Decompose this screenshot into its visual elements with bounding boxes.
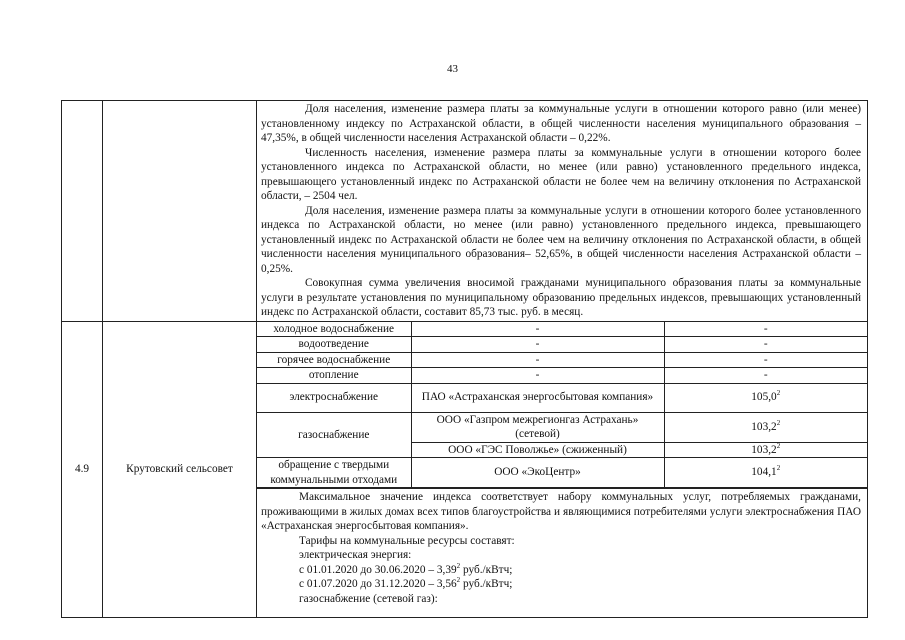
- service-index: 103,2$^2$: [664, 442, 867, 458]
- population-info-cell: [257, 101, 868, 322]
- service-provider: -: [411, 368, 664, 384]
- service-provider: ООО «ГЭС Поволжье» (сжиженный): [411, 442, 664, 458]
- service-row-sewerage: [257, 337, 867, 353]
- service-row-gas-network: [257, 412, 867, 442]
- page-number: 43: [447, 63, 458, 75]
- service-row-hot-water: [257, 352, 867, 368]
- footnote-mark: 2: [776, 418, 781, 427]
- services-table: [257, 322, 867, 489]
- service-row-electricity: [257, 383, 867, 412]
- footnote-mark: 2: [776, 441, 781, 450]
- service-name: электроснабжение: [257, 383, 411, 412]
- service-row-heating: [257, 368, 867, 384]
- service-name: отопление: [257, 368, 411, 384]
- service-provider: -: [411, 322, 664, 337]
- row-number: 4.9: [62, 321, 103, 618]
- population-count-paragraph: Численность населения, изменение размера платы за коммунальные услуги в отношении которого более установленного индекса по Астраханской области, но менее (или равно) установленного предельного индекса, превышающего установленный индекс по Астраханской области не более чем на величину отклонения по Астраханской области, – 2504 чел.: [261, 146, 861, 202]
- service-name: водоотведение: [257, 337, 411, 353]
- service-name: обращение с твердыми коммунальными отходами: [257, 458, 411, 488]
- service-provider: -: [411, 352, 664, 368]
- service-name: горячее водоснабжение: [257, 352, 411, 368]
- tariffs-heading: Тарифы на коммунальные ресурсы составят:: [299, 534, 515, 547]
- municipality-name: Крутовский сельсовет: [103, 321, 257, 618]
- electricity-tariff-h2: с 01.07.2020 до 31.12.2020 – 3,56$^2$ руб./кВтч;: [299, 576, 513, 590]
- service-index: -: [664, 352, 867, 368]
- service-provider: ООО «ЭкоЦентр»: [411, 458, 664, 488]
- service-index: 105,0$^2$: [664, 383, 867, 412]
- population-share-paragraph-2: Доля населения, изменение размера платы за коммунальные услуги в отношении которого более установленного индекса по Астраханской области, но менее (или равно) установленного предельного индекса, превышающего установленный индекс по Астраханской области не более чем на величину отклонения по Астраханской области, в общей численности населения муниципального образования– 52,65%, в общей численности населения Астраханской области – 0,25%.: [261, 204, 861, 275]
- notes-cell: [257, 489, 868, 618]
- service-row-solid-waste: [257, 458, 867, 488]
- service-index: -: [664, 337, 867, 353]
- service-index: 104,1$^2$: [664, 458, 867, 488]
- footnote-mark: 2: [776, 464, 781, 473]
- service-provider: ПАО «Астраханская энергосбытовая компания»: [411, 383, 664, 412]
- service-index: 103,2$^2$: [664, 412, 867, 442]
- service-index: -: [664, 368, 867, 384]
- service-name: холодное водоснабжение: [257, 322, 411, 337]
- electricity-heading: электрическая энергия:: [299, 549, 412, 561]
- electricity-tariff-h1: с 01.01.2020 до 30.06.2020 – 3,39$^2$ руб./кВтч;: [299, 561, 513, 576]
- row-number-cell-empty: [62, 101, 103, 322]
- services-cell: [257, 321, 868, 489]
- service-provider: -: [411, 337, 664, 353]
- population-share-paragraph-1: Доля населения, изменение размера платы за коммунальные услуги в отношении которого равно (или менее) установленному индексу по Астраханской области, в общей численности населения муниципального образования – 47,35%, в общей численности населения Астраханской области – 0,22%.: [261, 103, 861, 144]
- row-name-cell-empty: [103, 101, 257, 322]
- service-row-cold-water: [257, 322, 867, 337]
- table-row-top: [62, 101, 868, 322]
- table-row-4-9: [62, 321, 868, 489]
- service-name: газоснабжение: [257, 412, 411, 458]
- service-provider: ООО «Газпром межрегионгаз Астрахань» (сетевой): [411, 412, 664, 442]
- footnote-mark: 2: [776, 389, 781, 398]
- gas-heading: газоснабжение (сетевой газ):: [299, 592, 438, 605]
- max-index-paragraph: Максимальное значение индекса соответствует набору коммунальных услуг, потребляемых гражданами, проживающими в жилых домах всех типов благоустройства и являющимися потребителями услуги электроснабжения ПАО «Астраханская энергосбытовая компания».: [261, 491, 861, 532]
- indices-table: [61, 100, 868, 618]
- service-index: -: [664, 322, 867, 337]
- total-increase-paragraph: Совокупная сумма увеличения вносимой гражданами муниципального образования платы за коммунальные услуги в результате установления по муниципальному образованию предельных индексов, превышающих установленный индекс по Астраханской области, составит 85,73 тыс. руб. в месяц.: [261, 277, 861, 318]
